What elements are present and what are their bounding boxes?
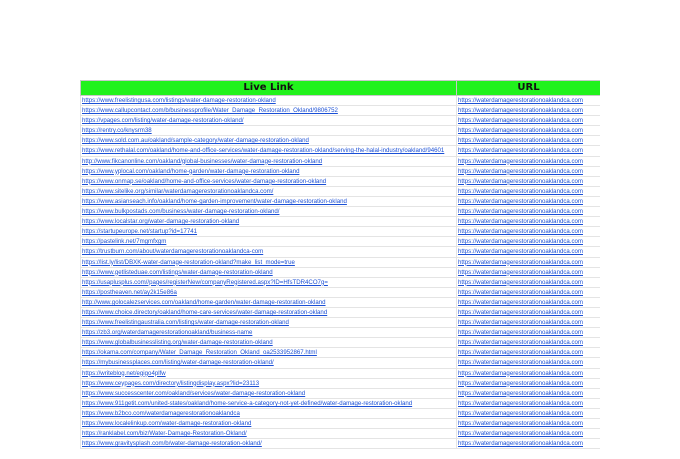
table-row <box>81 267 601 277</box>
url-cell[interactable]: https://waterdamagerestorationoaklandca.com <box>457 378 601 388</box>
live-link-cell[interactable]: https://www.gravitysplash.com/b/water-damage-restoration-okland/ <box>81 439 457 449</box>
table-row <box>81 166 601 176</box>
links-table <box>80 80 600 449</box>
url-cell[interactable]: https://waterdamagerestorationoaklandca.com <box>457 96 601 106</box>
table-row <box>81 307 601 317</box>
table-row <box>81 106 601 116</box>
spreadsheet <box>80 80 600 449</box>
live-link-cell[interactable]: https://startupeurope.net/startup?id=17741 <box>81 227 457 237</box>
live-link-cell[interactable]: https://www.choice.directory/oakland/home-care-services/water-damage-restoration-okland <box>81 307 457 317</box>
table-row <box>81 408 601 418</box>
url-cell[interactable]: https://waterdamagerestorationoaklandca.com <box>457 227 601 237</box>
url-cell[interactable]: https://waterdamagerestorationoaklandca.com <box>457 388 601 398</box>
url-cell[interactable]: https://waterdamagerestorationoaklandca.com <box>457 106 601 116</box>
table-row <box>81 368 601 378</box>
live-link-cell[interactable]: https://vpages.com/listing/water-damage-restoration-okland/ <box>81 116 457 126</box>
table-row <box>81 388 601 398</box>
table-row <box>81 439 601 449</box>
url-cell[interactable]: https://waterdamagerestorationoaklandca.com <box>457 166 601 176</box>
table-row <box>81 126 601 136</box>
table-row <box>81 146 601 156</box>
table-row <box>81 348 601 358</box>
table-row <box>81 338 601 348</box>
table-row <box>81 247 601 257</box>
url-cell[interactable]: https://waterdamagerestorationoaklandca.com <box>457 126 601 136</box>
table-row <box>81 176 601 186</box>
url-cell[interactable]: https://waterdamagerestorationoaklandca.com <box>457 287 601 297</box>
live-link-cell[interactable]: http://www.fikcanonline.com/oakland/global-businesses/water-damage-restoration-okland <box>81 156 457 166</box>
table-row <box>81 419 601 429</box>
live-link-cell[interactable]: https://writeblog.net/egigo4plfw <box>81 368 457 378</box>
url-cell[interactable]: https://waterdamagerestorationoaklandca.com <box>457 277 601 287</box>
live-link-cell[interactable]: https://postheaven.net/ay2k15e86a <box>81 287 457 297</box>
url-cell[interactable]: https://waterdamagerestorationoaklandca.com <box>457 307 601 317</box>
url-cell[interactable]: https://waterdamagerestorationoaklandca.com <box>457 186 601 196</box>
live-link-cell[interactable]: https://www.successcenter.com/oakland/services/water-damage-restoration-okland <box>81 388 457 398</box>
live-link-cell[interactable]: https://www.callupcontact.com/b/businessprofile/Water_Damage_Restoration_Okland/9806752 <box>81 106 457 116</box>
url-cell[interactable]: https://waterdamagerestorationoaklandca.com <box>457 196 601 206</box>
live-link-cell[interactable]: http://www.golocalezservices.com/oakland/home-garden/water-damage-restoration-okland <box>81 297 457 307</box>
table-row <box>81 398 601 408</box>
live-link-cell[interactable]: https://www.911getit.com/united-states/oakland/home-service-a-category-not-yet-defined/water-damage-restoration-okland <box>81 398 457 408</box>
url-cell[interactable]: https://waterdamagerestorationoaklandca.com <box>457 176 601 186</box>
live-link-cell[interactable]: https://zb3.org/waterdamagerestorationoakland/business-name <box>81 328 457 338</box>
table-row <box>81 227 601 237</box>
live-link-cell[interactable]: https://trustburn.com/about/waterdamagerestorationoaklandca-com <box>81 247 457 257</box>
url-cell[interactable]: https://waterdamagerestorationoaklandca.com <box>457 439 601 449</box>
live-link-cell[interactable]: https://www.freelistingaustralia.com/listings/water-damage-restoration-okland <box>81 318 457 328</box>
url-cell[interactable]: https://waterdamagerestorationoaklandca.com <box>457 398 601 408</box>
live-link-cell[interactable]: https://usaplusplus.com//pages/registerNew/companyRegistered.aspx?ID=HfsTDR4CO7g= <box>81 277 457 287</box>
live-link-cell[interactable]: https://mybusinessplaces.com/listing/water-damage-restoration-okland/ <box>81 358 457 368</box>
url-cell[interactable]: https://waterdamagerestorationoaklandca.com <box>457 146 601 156</box>
table-row <box>81 186 601 196</box>
url-cell[interactable]: https://waterdamagerestorationoaklandca.com <box>457 297 601 307</box>
url-cell[interactable]: https://waterdamagerestorationoaklandca.com <box>457 207 601 217</box>
table-row <box>81 358 601 368</box>
live-link-cell[interactable]: https://www.bulkpostads.com/business/water-damage-restoration-okland/ <box>81 207 457 217</box>
live-link-cell[interactable]: https://www.ceypages.com/directory/listingdisplay.aspx?lid=23113 <box>81 378 457 388</box>
url-cell[interactable]: https://waterdamagerestorationoaklandca.com <box>457 328 601 338</box>
table-row <box>81 328 601 338</box>
url-cell[interactable]: https://waterdamagerestorationoaklandca.com <box>457 136 601 146</box>
header-url: URL <box>457 81 601 96</box>
live-link-cell[interactable]: https://www.b2bco.com/waterdamagerestorationoaklandca <box>81 408 457 418</box>
live-link-cell[interactable]: https://www.onmap.se/oakland/home-and-office-services/water-damage-restoration-okland <box>81 176 457 186</box>
table-row <box>81 96 601 106</box>
live-link-cell[interactable]: https://www.localelinkup.com/water-damage-restoration-okland <box>81 419 457 429</box>
table-row <box>81 237 601 247</box>
live-link-cell[interactable]: https://www.globalbusinesslisting.org/water-damage-restoration-okland <box>81 338 457 348</box>
url-cell[interactable]: https://waterdamagerestorationoaklandca.com <box>457 338 601 348</box>
url-cell[interactable]: https://waterdamagerestorationoaklandca.com <box>457 237 601 247</box>
live-link-cell[interactable]: https://www.yplocal.com/oakland/home-garden/water-damage-restoration-okland <box>81 166 457 176</box>
table-row <box>81 277 601 287</box>
live-link-cell[interactable]: https://www.localstar.org/water-damage-restoration-okland <box>81 217 457 227</box>
url-cell[interactable]: https://waterdamagerestorationoaklandca.com <box>457 156 601 166</box>
live-link-cell[interactable]: https://rentry.co/knysrm38 <box>81 126 457 136</box>
live-link-cell[interactable]: https://pastelink.net/7mgmfxgm <box>81 237 457 247</box>
url-cell[interactable]: https://waterdamagerestorationoaklandca.com <box>457 358 601 368</box>
table-row <box>81 287 601 297</box>
live-link-cell[interactable]: https://www.getlisteduae.com/listings/water-damage-restoration-okland <box>81 267 457 277</box>
table-row <box>81 378 601 388</box>
table-row <box>81 257 601 267</box>
url-cell[interactable]: https://waterdamagerestorationoaklandca.com <box>457 408 601 418</box>
live-link-cell[interactable]: https://list.ly/list/DBXK-water-damage-restoration-okland?make_list_mode=true <box>81 257 457 267</box>
live-link-cell[interactable]: https://www.asianseach.info/oakland/home-garden-improvement/water-damage-restoration-okland <box>81 196 457 206</box>
live-link-cell[interactable]: https://ranklabel.com/biz/Water-Damage-Restoration-Okland/ <box>81 429 457 439</box>
table-row <box>81 297 601 307</box>
table-row <box>81 429 601 439</box>
url-cell[interactable]: https://waterdamagerestorationoaklandca.com <box>457 217 601 227</box>
live-link-cell[interactable]: https://okama.com/company/Water_Damage_Restoration_Okland_oa2533952867.html <box>81 348 457 358</box>
live-link-cell[interactable]: https://www.sold.com.au/oakland/sample-category/water-damage-restoration-okland <box>81 136 457 146</box>
url-cell[interactable]: https://waterdamagerestorationoaklandca.com <box>457 429 601 439</box>
url-cell[interactable]: https://waterdamagerestorationoaklandca.com <box>457 419 601 429</box>
table-row <box>81 136 601 146</box>
url-cell[interactable]: https://waterdamagerestorationoaklandca.com <box>457 247 601 257</box>
table-row <box>81 217 601 227</box>
url-cell[interactable]: https://waterdamagerestorationoaklandca.com <box>457 267 601 277</box>
table-row <box>81 156 601 166</box>
live-link-cell[interactable]: https://www.freelistingusa.com/listings/water-damage-restoration-okland <box>81 96 457 106</box>
live-link-cell[interactable]: https://www.rethalal.com/oakland/home-and-office-services/water-damage-restoration-okland/serving-the-halal-industry/oakland/94601 <box>81 146 457 156</box>
url-cell[interactable]: https://waterdamagerestorationoaklandca.com <box>457 318 601 328</box>
url-cell[interactable]: https://waterdamagerestorationoaklandca.com <box>457 116 601 126</box>
url-cell[interactable]: https://waterdamagerestorationoaklandca.com <box>457 348 601 358</box>
live-link-cell[interactable]: https://www.sitelike.org/similar/waterdamagerestorationoaklandca.com/ <box>81 186 457 196</box>
url-cell[interactable]: https://waterdamagerestorationoaklandca.com <box>457 368 601 378</box>
url-cell[interactable]: https://waterdamagerestorationoaklandca.com <box>457 257 601 267</box>
table-row <box>81 116 601 126</box>
table-row <box>81 207 601 217</box>
header-row <box>81 81 601 96</box>
table-row <box>81 196 601 206</box>
table-row <box>81 318 601 328</box>
header-live-link: Live Link <box>81 81 457 96</box>
